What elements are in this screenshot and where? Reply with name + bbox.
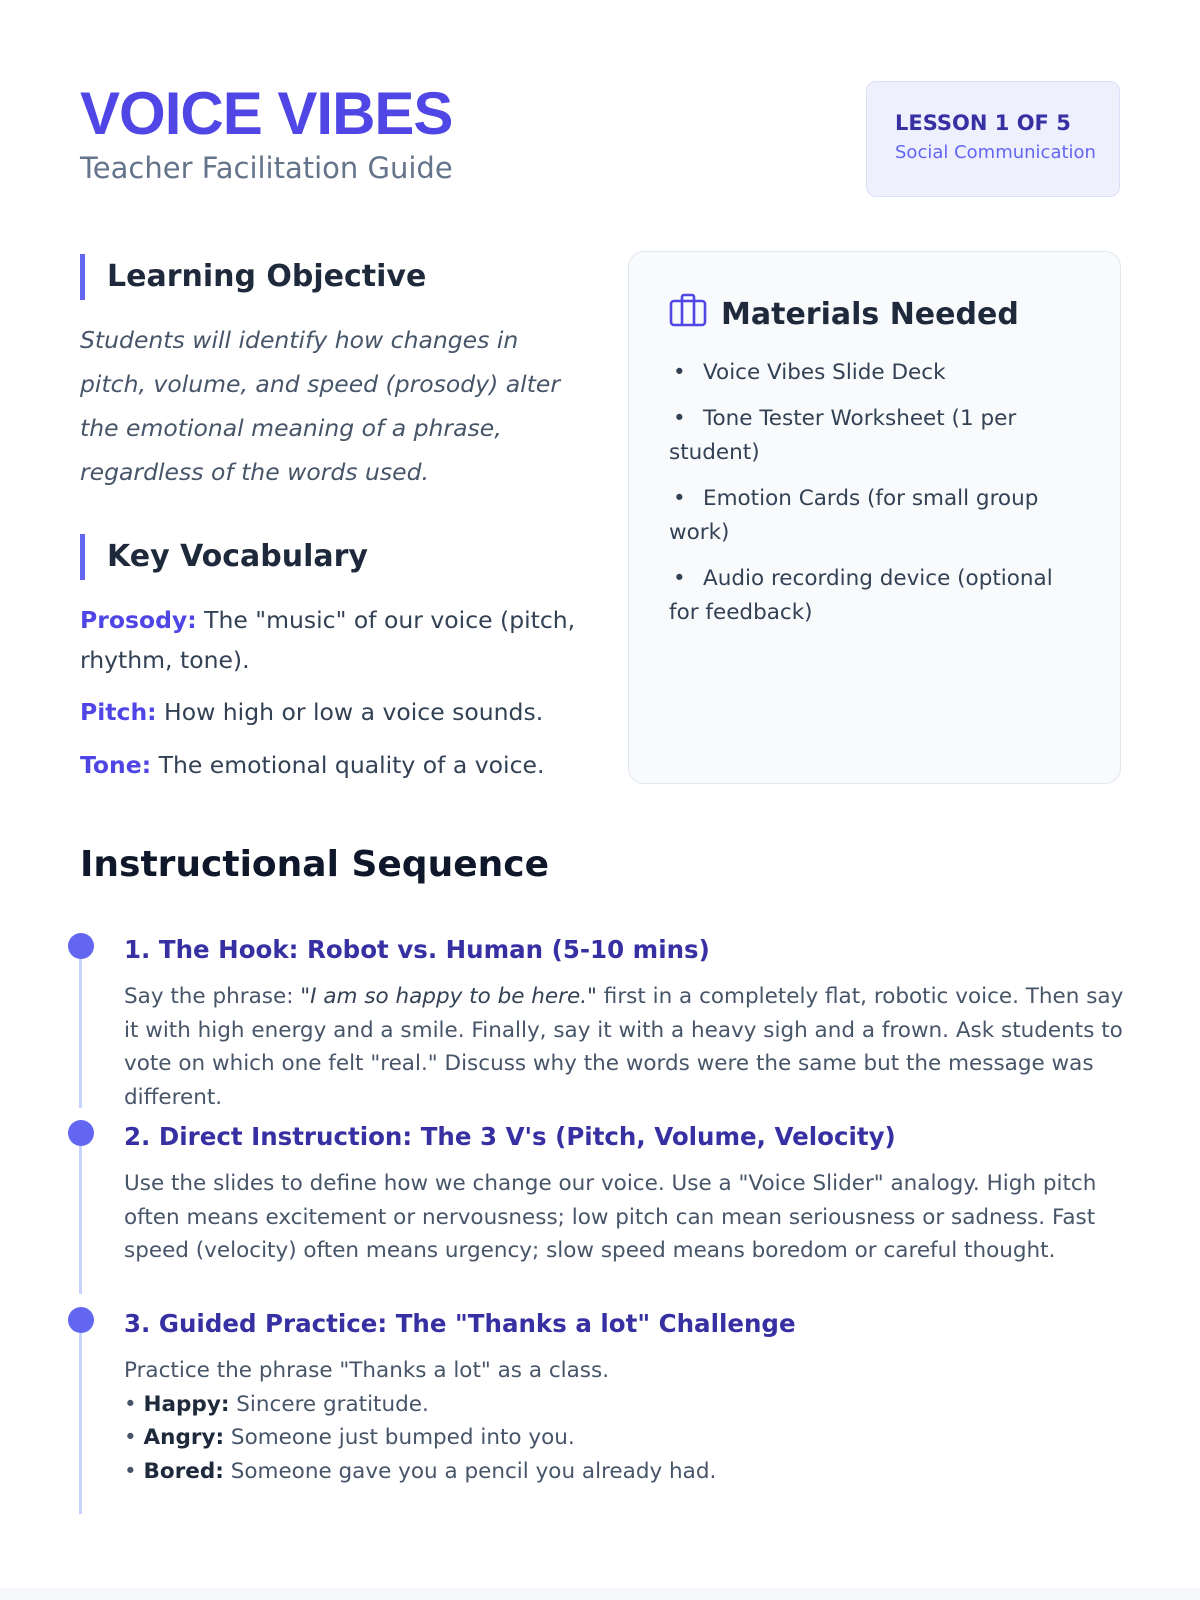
vocab-item-pitch bbox=[80, 692, 600, 732]
page-title: VOICE VIBES bbox=[80, 80, 453, 147]
list-item: • Tone Tester Worksheet (1 per student) bbox=[669, 406, 1017, 465]
step-quote: "I am so happy to be here." bbox=[300, 984, 597, 1009]
timeline-line bbox=[79, 959, 82, 1108]
vocab-item-tone bbox=[80, 745, 600, 785]
lesson-badge bbox=[866, 81, 1120, 197]
emotion-item: • Angry: Someone just bumped into you. bbox=[124, 1425, 575, 1450]
step-title: 2. Direct Instruction: The 3 V's (Pitch, Volume, Velocity) bbox=[124, 1122, 896, 1151]
timeline-line bbox=[79, 1146, 82, 1294]
step-title: 1. The Hook: Robot vs. Human (5-10 mins) bbox=[124, 935, 710, 964]
objective-heading: Learning Objective bbox=[80, 254, 426, 300]
objective-text: Students will identify how changes in pitch, volume, and speed (prosody) alter the emotional meaning of a phrase, regardless of the words used. bbox=[80, 326, 561, 486]
lesson-topic: Social Communication bbox=[895, 142, 1096, 163]
step-intro: Practice the phrase "Thanks a lot" as a class. bbox=[124, 1358, 610, 1383]
materials-card bbox=[628, 251, 1121, 784]
list-item: • Audio recording device (optional for feedback) bbox=[669, 566, 1053, 625]
materials-heading: Materials Needed bbox=[721, 296, 1019, 332]
timeline-line bbox=[79, 1333, 82, 1514]
step-title: 3. Guided Practice: The "Thanks a lot" Challenge bbox=[124, 1309, 796, 1338]
step-body: Use the slides to define how we change our voice. Use a "Voice Slider" analogy. High pitch often means excitement or nervousness; low pitch can mean seriousness or sadness. Fast speed (velocity) often means urgency; slow speed means boredom or careful thought. bbox=[124, 1171, 1097, 1263]
vocabulary-heading: Key Vocabulary bbox=[80, 534, 368, 580]
step-marker bbox=[68, 1307, 94, 1333]
list-item: • Voice Vibes Slide Deck bbox=[673, 360, 946, 385]
vocab-definition: The "music" of our voice (pitch, rhythm, tone). bbox=[80, 606, 576, 674]
step-marker bbox=[68, 933, 94, 959]
vocab-term: Pitch: bbox=[80, 698, 157, 726]
vocab-item-prosody bbox=[80, 600, 600, 680]
list-item: • Emotion Cards (for small group work) bbox=[669, 486, 1039, 545]
vocab-definition: How high or low a voice sounds. bbox=[156, 698, 544, 726]
vocab-term: Tone: bbox=[80, 751, 152, 779]
sequence-heading: Instructional Sequence bbox=[80, 844, 550, 885]
emotion-item: • Happy: Sincere gratitude. bbox=[124, 1391, 429, 1417]
briefcase-icon bbox=[669, 293, 707, 335]
page-subtitle: Teacher Facilitation Guide bbox=[80, 151, 453, 185]
step-marker bbox=[68, 1120, 94, 1146]
vocab-term: Prosody: bbox=[80, 606, 197, 634]
vocab-definition: The emotional quality of a voice. bbox=[151, 751, 545, 779]
lesson-number: LESSON 1 OF 5 bbox=[895, 111, 1071, 135]
materials-list bbox=[669, 356, 1089, 642]
step-body: Say the phrase: "I am so happy to be here." first in a completely flat, robotic voice. Then say it with high energy and a smile. Finally, say it with a heavy sigh and a frown. Ask students to vote on which one felt "real." Discuss why the words were the same but the message was different. bbox=[124, 984, 1124, 1110]
emotion-item: • Bored: Someone gave you a pencil you already had. bbox=[124, 1458, 717, 1484]
step-body bbox=[124, 1354, 1124, 1488]
materials-header bbox=[669, 292, 1019, 336]
